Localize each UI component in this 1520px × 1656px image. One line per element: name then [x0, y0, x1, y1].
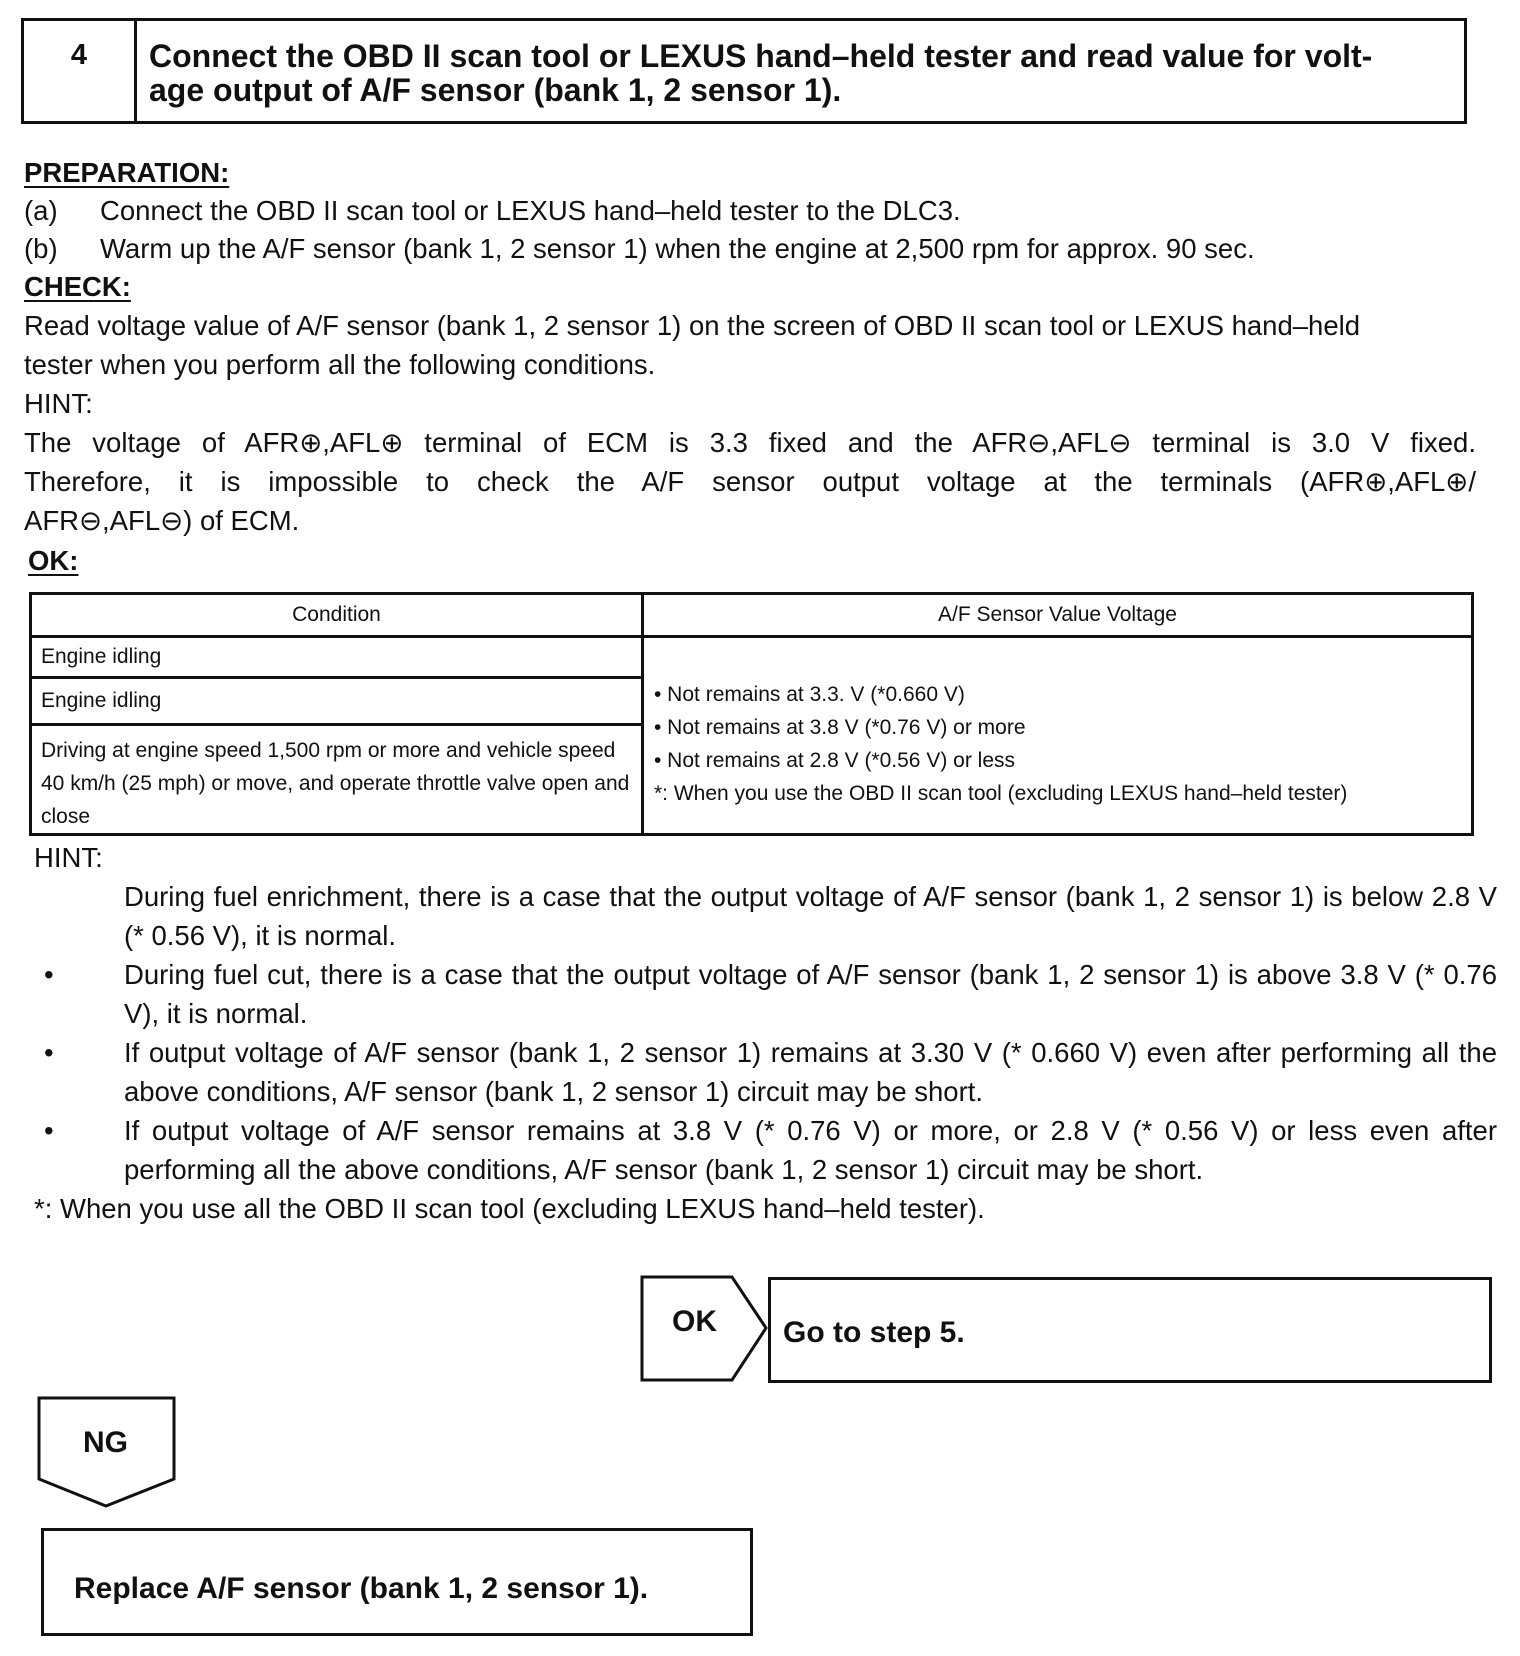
ok-flow-label: OK	[672, 1305, 717, 1338]
value-header: A/F Sensor Value Voltage	[644, 595, 1471, 638]
bullet-text: During fuel enrichment, there is a case that the output voltage of A/F sensor (bank 1, 2 sensor 1) is below 2.8 V (* 0.56 V), it is normal.	[124, 881, 1497, 951]
check-text-line-2: tester when you perform all the following conditions.	[24, 349, 656, 380]
go-to-step-box: Go to step 5.	[768, 1277, 1492, 1383]
preparation-item-a	[24, 192, 961, 230]
hint-bullet-3	[44, 1033, 1497, 1111]
hint-bullet-4	[44, 1111, 1497, 1189]
bullet-mark: •	[44, 1037, 54, 1068]
ok-spec-table	[29, 592, 1474, 836]
bullet-mark	[44, 877, 124, 955]
step-header	[21, 18, 1467, 124]
step-number: 4	[24, 21, 137, 121]
ok-heading: OK:	[28, 545, 79, 576]
step-title	[137, 21, 1464, 121]
hint-bullet-1	[44, 877, 1497, 955]
check-hint-label: HINT:	[24, 388, 93, 419]
step-title-line-1: Connect the OBD II scan tool or LEXUS hand–held tester and read value for volt-	[149, 38, 1373, 74]
preparation-heading: PREPARATION:	[24, 157, 230, 188]
hint-label: HINT:	[34, 842, 103, 873]
value-line-1: • Not remains at 3.3. V (*0.660 V)	[654, 683, 965, 706]
item-label: (a)	[24, 195, 58, 226]
item-text: Connect the OBD II scan tool or LEXUS hand–held tester to the DLC3.	[100, 195, 961, 226]
condition-column	[32, 595, 644, 833]
condition-cell-3: Driving at engine speed 1,500 rpm or more and vehicle speed 40 km/h (25 mph) or move, and operate throttle valve open and close	[41, 739, 630, 828]
item-text: Warm up the A/F sensor (bank 1, 2 sensor 1) when the engine at 2,500 rpm for approx. 90 sec.	[100, 233, 1255, 264]
bullet-mark: •	[44, 959, 54, 990]
hint-footnote: *: When you use all the OBD II scan tool (excluding LEXUS hand–held tester).	[34, 1193, 985, 1224]
condition-cell-1: Engine idling	[32, 638, 641, 680]
replace-sensor-box: Replace A/F sensor (bank 1, 2 sensor 1).	[41, 1528, 753, 1636]
check-hint-line-3: AFR⊖,AFL⊖) of ECM.	[24, 505, 300, 536]
value-line-3: • Not remains at 2.8 V (*0.56 V) or less	[654, 749, 1015, 772]
value-line-2: • Not remains at 3.8 V (*0.76 V) or more	[654, 716, 1026, 739]
bullet-text: If output voltage of A/F sensor remains at 3.8 V (* 0.76 V) or more, or 2.8 V (* 0.56 V) or less even after performing all the above conditions, A/F sensor (bank 1, 2 sensor 1) circuit may be short.	[124, 1115, 1497, 1185]
condition-header: Condition	[32, 595, 641, 638]
condition-cell-2: Engine idling	[32, 679, 641, 726]
value-footnote: *: When you use the OBD II scan tool (excluding LEXUS hand–held tester)	[654, 782, 1348, 805]
check-text-line-1: Read voltage value of A/F sensor (bank 1, 2 sensor 1) on the screen of OBD II scan tool or LEXUS hand–held	[24, 310, 1361, 341]
check-hint-line-1: The voltage of AFR⊕,AFL⊕ terminal of ECM is 3.3 fixed and the AFR⊖,AFL⊖ terminal is 3.0 V fixed.	[24, 427, 1476, 458]
check-heading: CHECK:	[24, 271, 131, 302]
check-hint-line-2: Therefore, it is impossible to check the A/F sensor output voltage at the terminals (AFR⊕,AFL⊕/	[24, 466, 1476, 497]
bullet-text: If output voltage of A/F sensor (bank 1, 2 sensor 1) remains at 3.30 V (* 0.660 V) even after performing all the above conditions, A/F sensor (bank 1, 2 sensor 1) circuit may be short.	[124, 1037, 1497, 1107]
ng-flow-label: NG	[83, 1426, 128, 1459]
value-cell	[644, 638, 1471, 833]
value-column	[644, 595, 1471, 833]
step-title-line-2: age output of A/F sensor (bank 1, 2 sensor 1).	[149, 72, 842, 108]
hint-section	[34, 838, 1497, 1228]
bullet-text: During fuel cut, there is a case that the output voltage of A/F sensor (bank 1, 2 sensor 1) is above 3.8 V (* 0.76 V), it is normal.	[124, 959, 1497, 1029]
hint-bullet-2	[44, 955, 1497, 1033]
preparation-item-b	[24, 230, 1255, 268]
item-label: (b)	[24, 233, 58, 264]
bullet-mark: •	[44, 1115, 54, 1146]
